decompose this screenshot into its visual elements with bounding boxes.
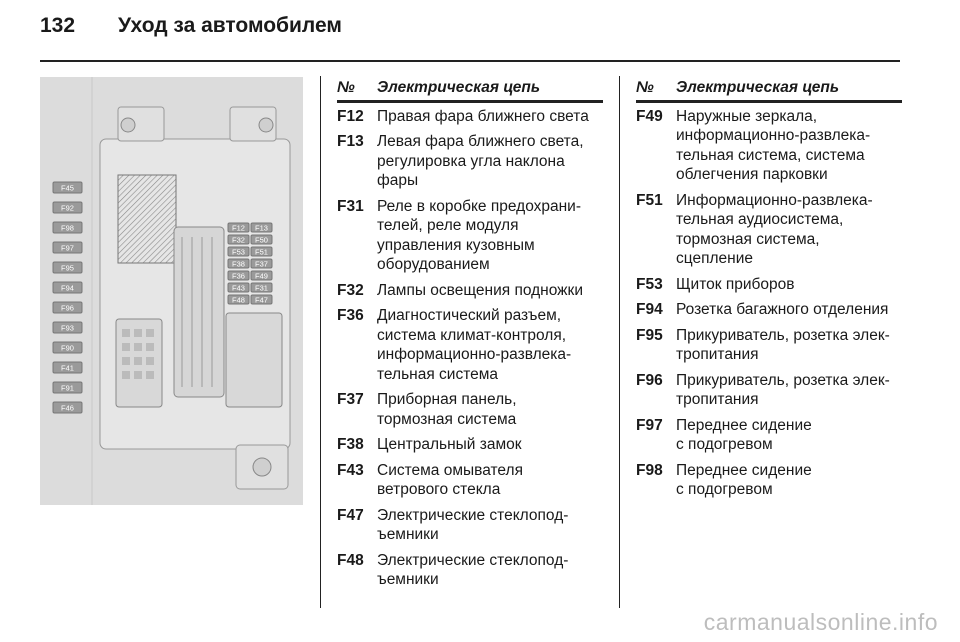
- fuse-label: [53, 402, 82, 413]
- fuse-description: Розетка багажного отделения: [676, 301, 889, 318]
- bolt-top-left: [121, 118, 135, 132]
- table-row: [337, 132, 603, 191]
- table-row: [636, 300, 902, 320]
- fuse-label: [228, 235, 249, 245]
- svg-text:F38: F38: [232, 259, 245, 269]
- svg-text:F41: F41: [61, 363, 74, 373]
- fuse-label: [53, 282, 82, 293]
- svg-text:F37: F37: [255, 259, 268, 269]
- fuse-number: F37: [337, 391, 364, 408]
- fuse-description: Реле в коробке предохрани- телей, реле модуля управления кузовным оборудованием: [377, 197, 582, 273]
- table-row: [636, 191, 902, 269]
- fuse-label: [228, 295, 249, 305]
- table-row: [636, 461, 902, 500]
- fuse-label: [53, 182, 82, 193]
- fuse-number: F47: [337, 506, 364, 524]
- fuse-label: [53, 262, 82, 273]
- fuse-description: Прикуриватель, розетка элек- тропитания: [676, 371, 890, 408]
- page-title: Уход за автомобилем: [118, 14, 342, 37]
- fuse-number: F36: [337, 307, 364, 324]
- svg-text:F47: F47: [255, 295, 268, 305]
- svg-text:F91: F91: [61, 383, 74, 393]
- header-number: №: [337, 79, 355, 96]
- fuse-label: [251, 295, 272, 305]
- fuse-label: [228, 223, 249, 233]
- svg-text:F97: F97: [61, 243, 74, 253]
- svg-text:F46: F46: [61, 403, 74, 413]
- svg-text:F13: F13: [255, 223, 268, 233]
- fuse-description: Центральный замок: [377, 436, 522, 453]
- bolt-top-right: [259, 118, 273, 132]
- table-row: [337, 506, 603, 545]
- rows-left: [337, 107, 603, 590]
- svg-text:F93: F93: [61, 323, 74, 333]
- svg-text:F45: F45: [61, 183, 74, 193]
- svg-text:F36: F36: [232, 271, 245, 281]
- svg-text:F98: F98: [61, 223, 74, 233]
- fuse-description: Наружные зеркала, информационно-развлека- тельная система, система облегчения парковки: [676, 107, 871, 183]
- fuse-label: [228, 283, 249, 293]
- footer-watermark: carmanualsonline.info: [703, 609, 938, 635]
- fuse-label: [251, 271, 272, 281]
- svg-text:F53: F53: [232, 247, 245, 257]
- svg-text:F96: F96: [61, 303, 74, 313]
- fuse-description: Переднее сидение с подогревом: [676, 416, 812, 453]
- fuse-description: Левая фара ближнего света, регулировка угла наклона фары: [377, 133, 584, 189]
- fuse-description: Система омывателя ветрового стекла: [377, 461, 523, 498]
- header-circuit: Электрическая цепь: [676, 79, 840, 96]
- table-row: [636, 275, 902, 295]
- svg-text:F32: F32: [232, 235, 245, 245]
- fuse-description: Информационно-развлека- тельная аудиосистема, тормозная система, сцепление: [676, 191, 873, 267]
- fuse-label: [53, 382, 82, 393]
- table-row: [337, 435, 603, 455]
- fuse-number: F97: [636, 416, 663, 434]
- header-number: №: [636, 79, 654, 96]
- fuse-label: [228, 247, 249, 257]
- table-row: [337, 107, 603, 127]
- header-rule: [40, 60, 900, 62]
- fuse-label: [53, 222, 82, 233]
- fuse-number: F51: [636, 191, 663, 209]
- fuse-label: [228, 271, 249, 281]
- fuse-label: [53, 322, 82, 333]
- fuse-description: Лампы освещения подножки: [377, 281, 583, 299]
- svg-text:F51: F51: [255, 247, 268, 257]
- fuse-number: F38: [337, 436, 364, 453]
- bolt-bottom: [253, 458, 271, 476]
- column-divider-1: [320, 76, 321, 608]
- svg-text:F50: F50: [255, 235, 268, 245]
- fuse-number: F49: [636, 107, 663, 125]
- fuse-number: F32: [337, 281, 364, 299]
- table-header: [636, 78, 902, 103]
- table-row: [337, 281, 603, 301]
- fuse-label: [53, 242, 82, 253]
- table-row: [337, 390, 603, 429]
- svg-text:F49: F49: [255, 271, 268, 281]
- fuse-description: Переднее сидение с подогревом: [676, 461, 812, 498]
- fuse-number: F95: [636, 326, 663, 344]
- page-number: 132: [40, 14, 76, 37]
- fuse-table-right: [636, 78, 902, 506]
- svg-text:F43: F43: [232, 283, 245, 293]
- fuse-number: F94: [636, 301, 663, 318]
- relay-hatched: [118, 175, 176, 263]
- header-circuit: Электрическая цепь: [377, 79, 541, 96]
- fuse-table-left: [337, 78, 603, 596]
- fuse-label: [53, 342, 82, 353]
- fuse-label: [251, 223, 272, 233]
- fuse-label: [251, 235, 272, 245]
- fuse-description: Прикуриватель, розетка элек- тропитания: [676, 326, 890, 363]
- table-row: [636, 107, 902, 185]
- fuse-description: Диагностический разъем, система климат-контроля, информационно-развлека- тельная система: [377, 307, 572, 383]
- table-row: [337, 306, 603, 384]
- svg-text:F94: F94: [61, 283, 74, 293]
- fuse-description: Электрические стеклопод- ъемники: [377, 551, 569, 588]
- table-row: [337, 461, 603, 500]
- table-row: [337, 197, 603, 275]
- rows-right: [636, 107, 902, 500]
- fuse-box-diagram: [40, 77, 303, 505]
- table-row: [337, 551, 603, 590]
- svg-text:F90: F90: [61, 343, 74, 353]
- page-header: [40, 14, 342, 38]
- lower-right-block: [226, 313, 282, 407]
- fuse-label: [228, 259, 249, 269]
- fuse-label: [251, 247, 272, 257]
- column-divider-2: [619, 76, 620, 608]
- fuse-label: [53, 362, 82, 373]
- svg-text:F92: F92: [61, 203, 74, 213]
- fuse-number: F13: [337, 133, 364, 150]
- table-row: [636, 326, 902, 365]
- fuse-number: F96: [636, 371, 663, 389]
- svg-text:F12: F12: [232, 223, 245, 233]
- table-header: [337, 78, 603, 103]
- fuse-number: F43: [337, 461, 364, 479]
- table-row: [636, 371, 902, 410]
- fuse-number: F31: [337, 197, 364, 215]
- fuse-label: [251, 283, 272, 293]
- fuse-number: F53: [636, 275, 663, 293]
- fuse-number: F48: [337, 551, 364, 569]
- fuse-number: F12: [337, 107, 364, 125]
- fuse-description: Правая фара ближнего света: [377, 107, 589, 125]
- fuse-description: Электрические стеклопод- ъемники: [377, 506, 569, 543]
- fuse-number: F98: [636, 461, 663, 479]
- fuse-label: [53, 302, 82, 313]
- svg-text:F31: F31: [255, 283, 268, 293]
- fuse-label: [53, 202, 82, 213]
- svg-text:F95: F95: [61, 263, 74, 273]
- svg-text:F48: F48: [232, 295, 245, 305]
- fuse-description: Щиток приборов: [676, 275, 795, 293]
- fuse-label: [251, 259, 272, 269]
- fuse-description: Приборная панель, тормозная система: [377, 391, 517, 428]
- table-row: [636, 416, 902, 455]
